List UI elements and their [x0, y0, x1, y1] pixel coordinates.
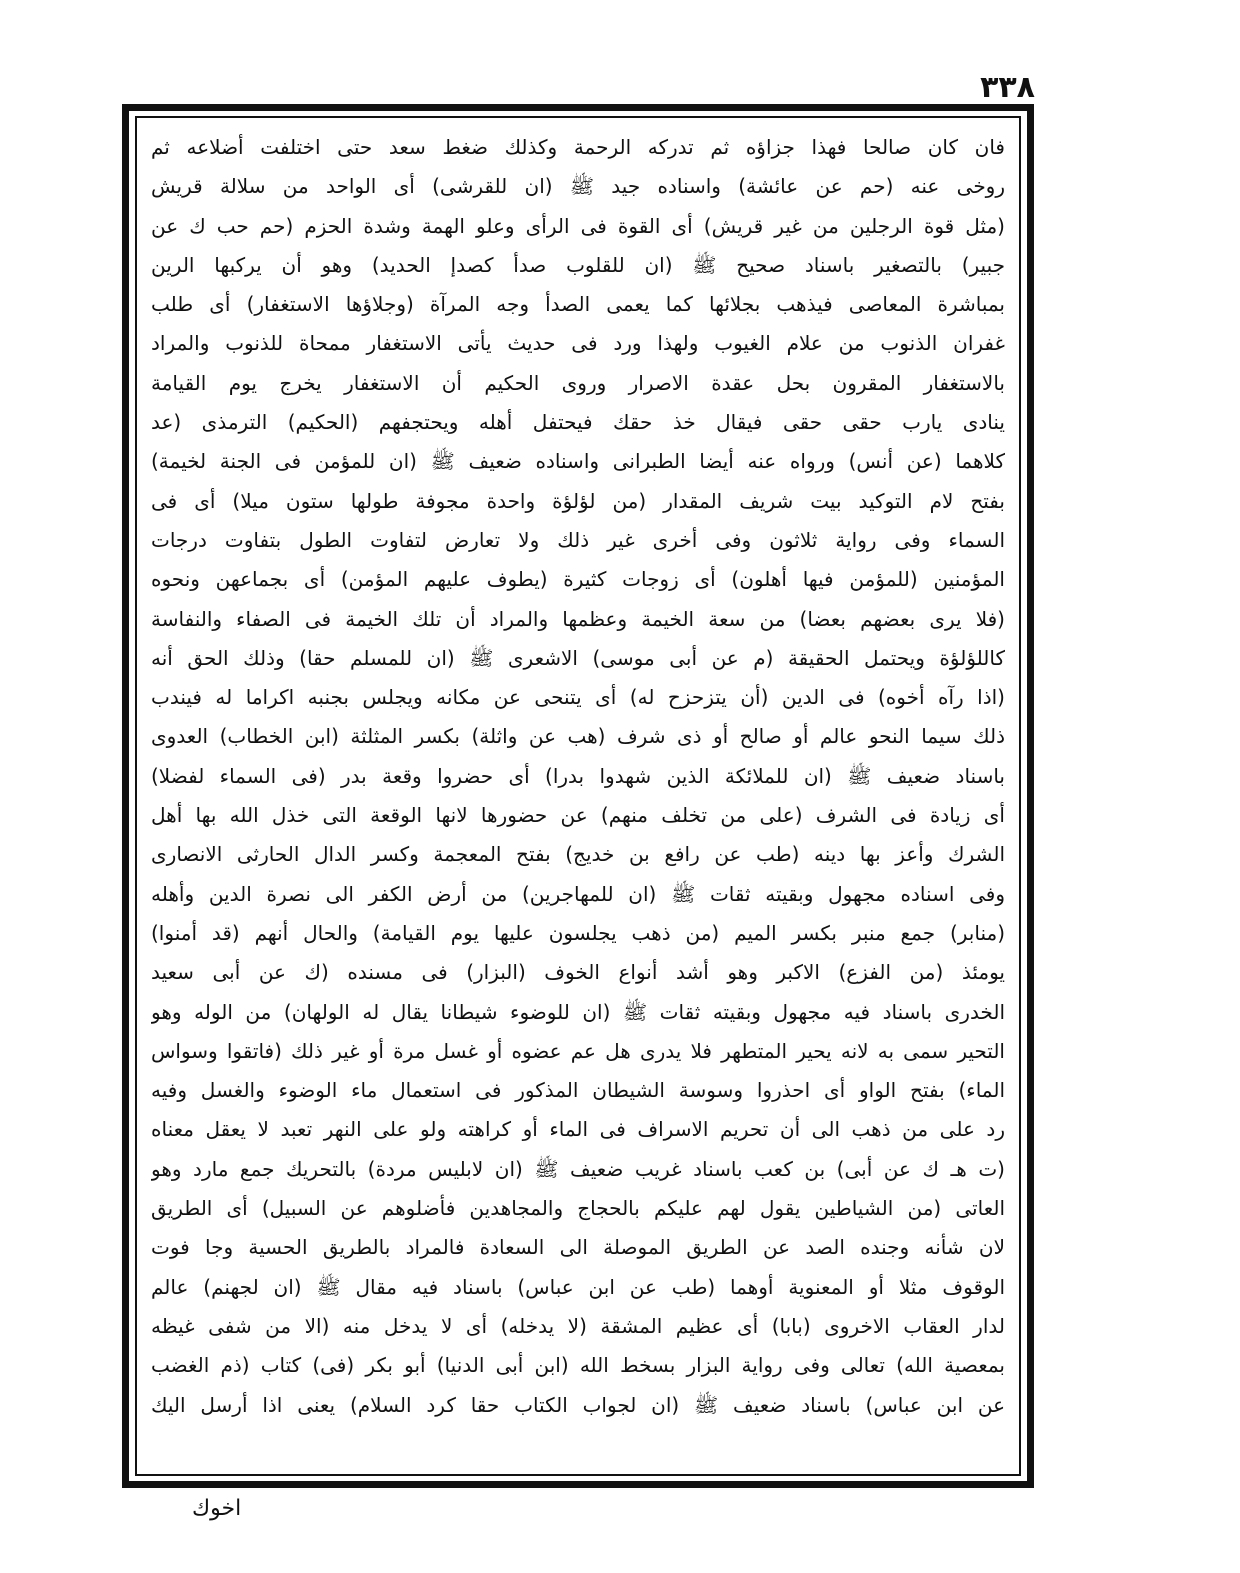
text-line: التحير سمى به لانه يحير المتطهر فلا يدرى هل عم عضوه أو غسل مرة أو غير ذلك (فاتقوا وسواس — [151, 1038, 1005, 1063]
text-line: الشرك وأعز بها دينه (طب عن رافع بن خديج) بفتح المعجمة وكسر الدال الحارثى الانصارى — [151, 842, 1005, 867]
text-line: عن ابن عباس) باسناد ضعيف ﷺ (ان لجواب الكتاب حقا كرد السلام) يعنى اذا أرسل اليك — [151, 1392, 1005, 1417]
text-line: الخدرى باسناد فيه مجهول وبقيته ثقات ﷺ (ان للوضوء شيطانا يقال له الولهان) من الوله وهو — [151, 999, 1005, 1024]
text-line: ينادى يارب حقى حقى فيقال خذ حقك فيحتفل أهله ويحتجفهم (الحكيم) الترمذى (عد — [151, 410, 1005, 435]
text-line: بمعصية الله) تعالى وفى رواية البزار بسخط الله (ابن أبى الدنيا) أبو بكر (فى) كتاب (ذم الغضب — [151, 1353, 1005, 1378]
text-line: (مثل قوة الرجلين من غير قريش) أى القوة فى الرأى وعلو الهمة وشدة الحزم (حم حب ك عن — [151, 213, 1005, 238]
text-line: بالاستغفار المقرون بحل عقدة الاصرار وروى الحكيم أن الاستغفار يخرج يوم القيامة — [151, 370, 1005, 395]
text-line: (فلا يرى بعضهم بعضا) من سعة الخيمة وعظمها والمراد أن تلك الخيمة فى الصفاء والنفاسة — [151, 606, 1005, 631]
page-number: ٣٣٨ — [980, 70, 1035, 105]
text-line: لان شأنه وجنده الصد عن الطريق الموصلة الى السعادة فالمراد بالطريق الحسية وجا فوت — [151, 1235, 1005, 1260]
text-line: أى زيادة فى الشرف (على من تخلف منهم) عن حضورها لانها الوقعة التى خذل الله بها أهل — [151, 803, 1005, 828]
text-line: رد على من ذهب الى أن تحريم الاسراف فى الماء أو كراهته ولو على النهر تعبد لا يعقل معناه — [151, 1117, 1005, 1142]
text-line: لدار العقاب الاخروى (بابا) أى عظيم المشقة (لا يدخله) أى لا يدخل منه (الا من شفى غيظه — [151, 1313, 1005, 1338]
text-line: السماء وفى رواية ثلاثون وفى أخرى غير ذلك ولا تعارض لتفاوت الطول بتفاوت درجات — [151, 527, 1005, 552]
text-line: غفران الذنوب من علام الغيوب ولهذا ورد فى حديث يأتى الاستغفار ممحاة للذنوب والمراد — [151, 331, 1005, 356]
text-line: الوقوف مثلا أو المعنوية أوهما (طب عن ابن عباس) باسناد فيه مقال ﷺ (ان لجهنم) عالم — [151, 1274, 1005, 1299]
text-line: روخى عنه (حم عن عائشة) واسناده جيد ﷺ (ان للقرشى) أى الواحد من سلالة قريش — [151, 174, 1005, 199]
catchword: اخوك — [192, 1496, 242, 1521]
text-line: المؤمنين (للمؤمن فيها أهلون) أى زوجات كثيرة (يطوف عليهم المؤمن) أى بجماعهن ونحوه — [151, 567, 1005, 592]
text-line: بمباشرة المعاصى فيذهب بجلائها كما يعمى الصدأ وجه المرآة (وجلاؤها الاستغفار) أى طلب — [151, 292, 1005, 317]
text-line: الماء) بفتح الواو أى احذروا وسوسة الشيطان المذكور فى استعمال ماء الوضوء والغسل وفيه — [151, 1078, 1005, 1103]
text-line: يومئذ (من الفزع) الاكبر وهو أشد أنواع الخوف (البزار) فى مسنده (ك عن أبى سعيد — [151, 960, 1005, 985]
text-line: جبير) بالتصغير باسناد صحيح ﷺ (ان للقلوب صدأ كصدإ الحديد) وهو أن يركبها الرين — [151, 252, 1005, 277]
text-line: باسناد ضعيف ﷺ (ان للملائكة الذين شهدوا بدرا) أى حضروا وقعة بدر (فى السماء لفضلا) — [151, 763, 1005, 788]
text-line: (ت هـ ك عن أبى) بن كعب باسناد غريب ضعيف ﷺ (ان لابليس مردة) بالتحريك جمع مارد وهو — [151, 1156, 1005, 1181]
text-line: (اذا رآه أخوه) فى الدين (أن يتزحزح له) أى يتنحى عن مكانه ويجلس بجنبه اكراما له فيندب — [151, 685, 1005, 710]
text-line — [151, 1425, 1005, 1464]
text-line: كلاهما (عن أنس) ورواه عنه أيضا الطبرانى واسناده ضعيف ﷺ (ان للمؤمن فى الجنة لخيمة) — [151, 449, 1005, 474]
text-line: فان كان صالحا فهذا جزاؤه ثم تدركه الرحمة وكذلك ضغط سعد حتى اختلفت أضلاعه ثم — [151, 135, 1005, 159]
text-line: (منابر) جمع منبر بكسر الميم (من ذهب يجلسون عليها يوم القيامة) والحال أنهم (قد أمنوا) — [151, 920, 1005, 945]
text-line: العاتى (من الشياطين يقول لهم عليكم بالحجاج والمجاهدين فأضلوهم عن السبيل) أى الطريق — [151, 1196, 1005, 1221]
text-line: ذلك سيما النحو عالم أو صالح أو ذى شرف (هب عن واثلة) بكسر المثلثة (ابن الخطاب) العدوى — [151, 724, 1005, 749]
text-line: بفتح لام التوكيد بيت شريف المقدار (من لؤلؤة واحدة مجوفة طولها ستون ميلا) أى فى — [151, 488, 1005, 513]
text-block — [135, 116, 1021, 1476]
text-line: وفى اسناده مجهول وبقيته ثقات ﷺ (ان للمهاجرين) من أرض الكفر الى نصرة الدين وأهله — [151, 881, 1005, 906]
text-line: كاللؤلؤة ويحتمل الحقيقة (م عن أبى موسى) الاشعرى ﷺ (ان للمسلم حقا) وذلك الحق أنه — [151, 645, 1005, 670]
